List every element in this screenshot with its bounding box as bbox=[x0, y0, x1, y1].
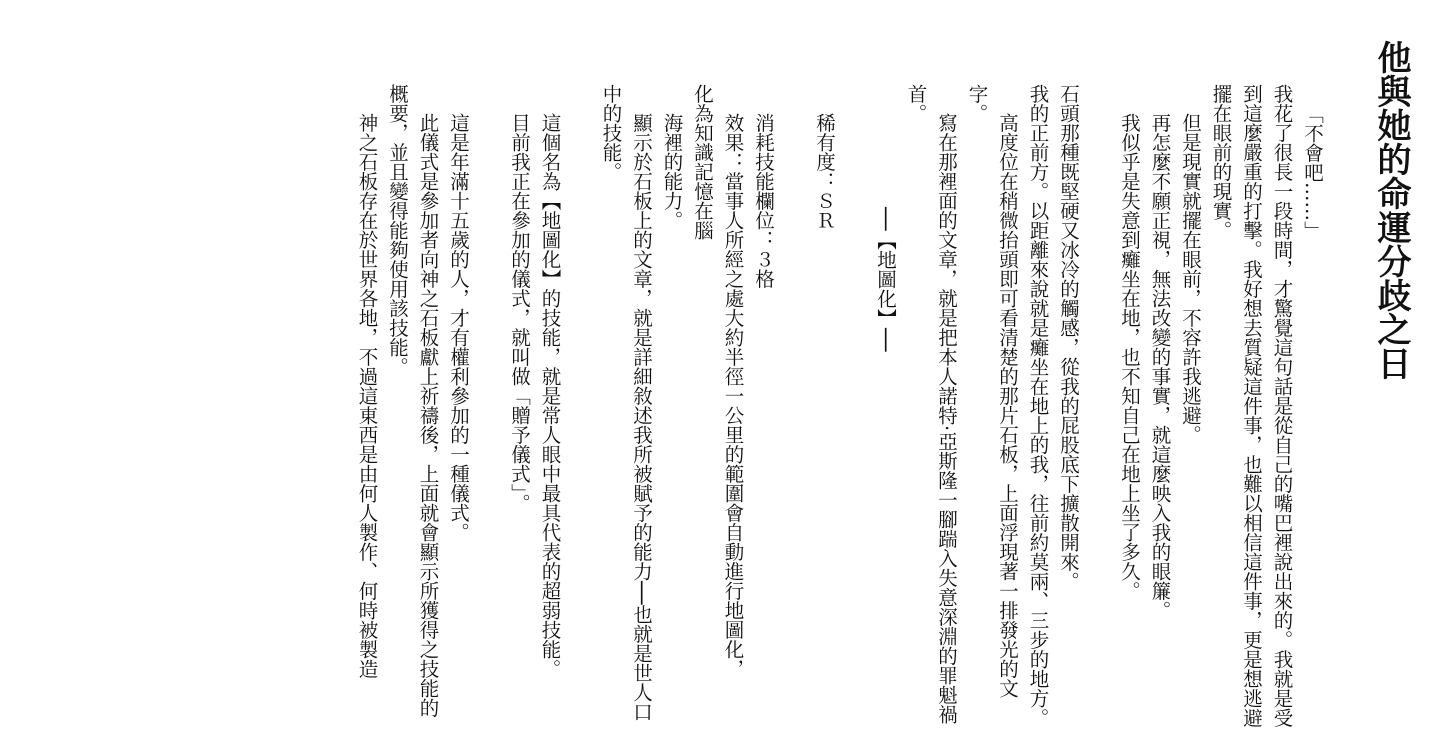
skill-slots: 消耗技能欄位：３格 bbox=[752, 113, 775, 289]
skill-header: ──【地圖化】── bbox=[874, 206, 897, 352]
skill-effect: 效果：當事人所經之處大約半徑一公里的範圍會自動進行地圖化， bbox=[721, 113, 745, 679]
paragraph: 目前我正在參加的儀式，就叫做「贈予儀式」。 bbox=[508, 113, 531, 513]
paragraph: 但是現實就擺在眼前，不容許我逃避。 bbox=[1179, 113, 1202, 445]
paragraph: 我花了很長一段時間，才驚覺這句話是從自己的嘴巴裡說出來的。我就是受到這麼嚴重的打擊。我好想去質疑這件事，也難以相信這件事，更是想逃避擺在眼前的現實。 bbox=[1209, 84, 1294, 728]
paragraph: 顯示於石板上的文章，就是詳細敘述我所被賦予的能力──也就是世人口中的技能。 bbox=[599, 84, 653, 722]
paragraph: 神之石板存在於世界各地，不過這東西是由何人製作、何時被製造 bbox=[355, 113, 379, 679]
paragraph: 石頭那種既堅硬又冰冷的觸感，從我的屁股底下擴散開來。 bbox=[1057, 84, 1080, 591]
paragraph-dialogue: 「不會吧……」 bbox=[1301, 103, 1324, 240]
paragraph: 這是年滿十五歲的人，才有權利參加的一種儀式。 bbox=[447, 113, 470, 543]
body-text bbox=[351, 84, 1327, 734]
skill-effect-cont: 海裡的能力。 bbox=[660, 113, 684, 231]
skill-effect-cont: 化為知識記憶在腦 bbox=[691, 84, 714, 240]
paragraph: 我的正前方。以距離來說就是癱坐在地上的我，往前約莫兩、三步的地方。 bbox=[1026, 84, 1050, 728]
paragraph: 再怎麼不願正視，無法改變的事實，就這麼映入我的眼簾。 bbox=[1148, 113, 1172, 621]
chapter-title: 他與她的命運分歧之日 bbox=[1371, 40, 1411, 380]
paragraph: 高度位在稍微抬頭即可看清楚的那片石板，上面浮現著一排發光的文字。 bbox=[965, 84, 1019, 699]
paragraph: 這個名為【地圖化】的技能，就是常人眼中最具代表的超弱技能。 bbox=[538, 113, 562, 679]
paragraph: 寫在那裡面的文章，就是把本人諾特‧亞斯隆一腳踹入失意深淵的罪魁禍首。 bbox=[904, 84, 958, 724]
skill-rarity: 稀有度：ＳＲ bbox=[813, 113, 836, 231]
paragraph: 此儀式是參加者向神之石板獻上祈禱後，上面就會顯示所獲得之技能的概要，並且變得能夠使用該技能。 bbox=[386, 84, 440, 718]
paragraph: 我似乎是失意到癱坐在地，也不知自己在地上坐了多久。 bbox=[1118, 113, 1141, 601]
